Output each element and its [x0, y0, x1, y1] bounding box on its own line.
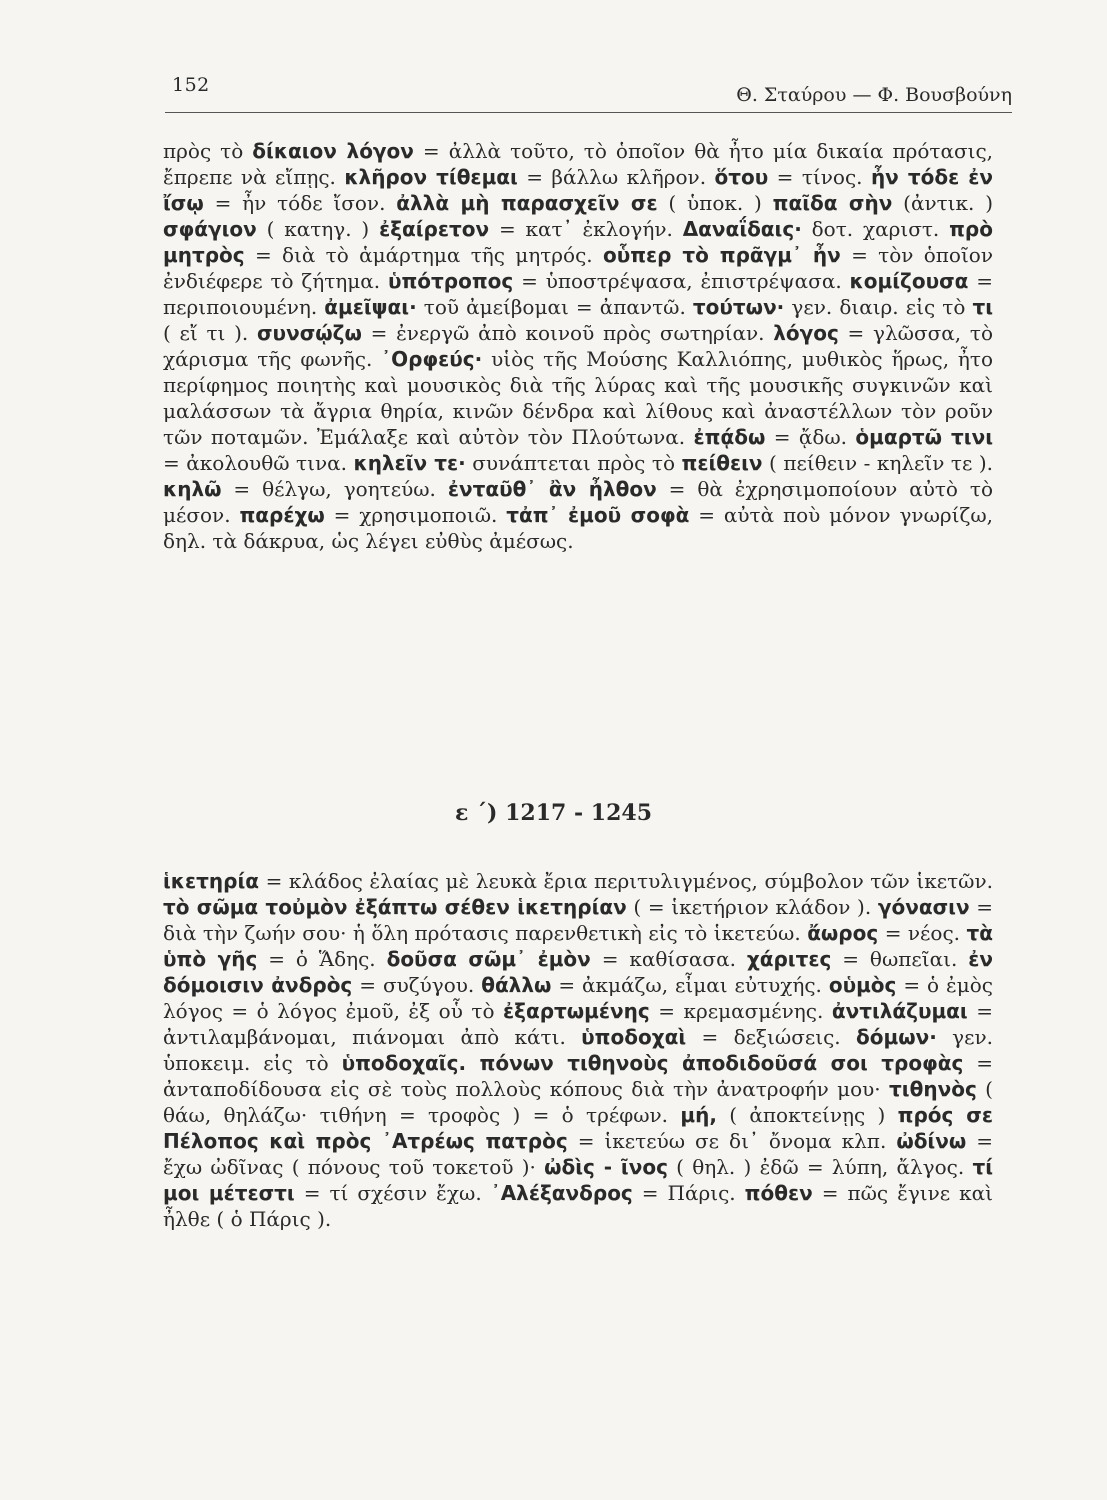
- gloss: συνάπτεται πρὸς τὸ: [465, 451, 682, 475]
- gloss: = θέλγω, γοητεύω.: [221, 477, 448, 501]
- gloss: = διὰ τὴν ζωήν σου· ἡ ὅλη πρότασις παρενθετικὴ εἰς τὸ ἱκετεύω.: [163, 895, 993, 945]
- gloss: = ὁ ἐμὸς λόγος = ὁ λόγος ἐμοῦ, ἐξ οὗ τὸ: [163, 973, 994, 1023]
- lemma: γόνασιν: [877, 895, 970, 919]
- lemma: δόμων·: [856, 1025, 937, 1049]
- lemma: ἐνταῦθ᾽ ἂν ἦλθον: [447, 477, 657, 501]
- lemma: ὁμαρτῶ τινι: [855, 425, 994, 449]
- gloss: = ἀντιλαμβάνομαι, πιάνομαι ἀπὸ κάτι.: [163, 999, 993, 1049]
- lemma: ἐξαίρετον: [379, 217, 490, 241]
- paragraph: [163, 868, 993, 1232]
- gloss: ( = ἱκετήριον κλάδον ).: [626, 895, 878, 919]
- gloss: = κλάδος ἐλαίας μὲ λευκὰ ἔρια περιτυλιγμένος, σύμβολον τῶν ἱκετῶν.: [259, 869, 993, 893]
- lemma: πρός σε Πέλοπος καὶ πρὸς ᾽Ατρέως πατρὸς: [163, 1103, 994, 1153]
- lemma: λόγος: [773, 321, 839, 345]
- gloss: = γλῶσσα, τὸ χάρισμα τῆς φωνῆς.: [163, 321, 993, 371]
- lemma: ἄωρος: [807, 921, 879, 945]
- gloss: = δεξιώσεις.: [686, 1025, 856, 1049]
- lemma: χάριτες: [746, 947, 832, 971]
- lemma: πόθεν: [744, 1181, 813, 1205]
- gloss: ( εἴ τι ).: [163, 321, 257, 345]
- lemma: ᾽Ορφεύς·: [381, 347, 483, 371]
- gloss: = ἀνταποδίδουσα εἰς σὲ τοὺς πολλοὺς κόπους διὰ τὴν ἀνατροφήν μου·: [163, 1051, 993, 1101]
- lemma: ᾽Αλέξανδρος: [490, 1181, 633, 1205]
- lemma: τιθηνὸς: [889, 1077, 977, 1101]
- lemma: ὠδίνω: [896, 1129, 967, 1153]
- gloss: = τὸν ὁποῖον ἐνδιέφερε τὸ ζήτημα.: [163, 243, 993, 293]
- page-number: 152: [172, 74, 210, 96]
- lemma: κηλῶ: [163, 477, 222, 501]
- gloss: = τίνος.: [768, 165, 871, 189]
- lemma: ἐν δόμοισιν ἀνδρὸς: [163, 947, 994, 997]
- gloss: ( θάω, θηλάζω· τιθήνη = τροφὸς ) = ὁ τρέφων.: [163, 1077, 993, 1127]
- lemma: τὰ ὑπὸ γῆς: [163, 921, 993, 971]
- gloss: = πῶς ἔγινε καὶ ἦλθε ( ὁ Πάρις ).: [163, 1181, 994, 1231]
- gloss: = ἀκμάζω, εἶμαι εὐτυχής.: [551, 973, 829, 997]
- lemma: ἐξαρτωμένης: [503, 999, 650, 1023]
- lemma: τὸ σῶμα τοὐμὸν ἐξάπτω σέθεν ἱκετηρίαν: [163, 895, 627, 919]
- gloss: = διὰ τὸ ἁμάρτημα τῆς μητρός.: [244, 243, 603, 267]
- gloss: = νέος.: [878, 921, 967, 945]
- lemma: τἀπ᾽ ἐμοῦ σοφὰ: [506, 503, 690, 527]
- lemma: ἐπᾴδω: [693, 425, 766, 449]
- lemma: δίκαιον λόγον: [252, 139, 414, 163]
- gloss: = ἱκετεύω σε δι᾽ ὄνομα κλπ.: [567, 1129, 897, 1153]
- lemma: ἱκετηρία: [163, 869, 259, 893]
- lemma: ὑποδοχαῖς. πόνων τιθηνοὺς ἀποδιδοῦσά σοι τροφὰς: [341, 1051, 964, 1075]
- lemma: κλῆρον τίθεμαι: [344, 165, 518, 189]
- gloss: = ὁ Ἅδης.: [257, 947, 387, 971]
- lemma: κομίζουσα: [849, 269, 969, 293]
- gloss: = κατ᾽ ἐκλογήν.: [489, 217, 683, 241]
- gloss: = βάλλω κλῆρον.: [517, 165, 715, 189]
- lemma: οὗπερ τὸ πρᾶγμ᾽ ἦν: [602, 243, 841, 267]
- lemma: σφάγιον: [163, 217, 257, 241]
- lemma: ἦν τόδε ἐν ἴσῳ: [163, 165, 993, 215]
- commentary-block-1: [163, 138, 993, 554]
- running-head: Θ. Σταύρου — Φ. Βουσβούνη: [736, 84, 1012, 106]
- gloss: = χρησιμοποιῶ.: [324, 503, 507, 527]
- gloss: υἱὸς τῆς Μούσης Καλλιόπης, μυθικὸς ἥρως, ἦτο περίφημος ποιητὴς καὶ μουσικὸς διὰ τῆς λύρας καὶ τῆς μουσικῆς συγκινῶν καὶ μαλάσσων τὰ ἄγρια θηρία, κινῶν δένδρα καὶ λίθους καὶ ἀναστέλλων τὸν ροῦν τῶν ποταμῶν. Ἐμάλαξε καὶ αὐτὸν τὸν Πλούτωνα.: [163, 347, 993, 449]
- gloss: = κρεμασμένης.: [649, 999, 832, 1023]
- lemma: παῖδα σὴν: [772, 191, 893, 215]
- gloss: ( ἀποκτείνῃς ): [716, 1103, 898, 1127]
- header-rule: [165, 112, 1012, 113]
- gloss: = θὰ ἐχρησιμοποίουν αὐτὸ τὸ μέσον.: [163, 477, 993, 527]
- gloss: = συζύγου.: [352, 973, 482, 997]
- lemma: τί μοι μέτεστι: [163, 1155, 994, 1205]
- lemma: παρέχω: [239, 503, 325, 527]
- gloss: ( ὑποκ. ): [657, 191, 773, 215]
- gloss: = ᾄδω.: [765, 425, 856, 449]
- gloss: = καθίσασα.: [590, 947, 747, 971]
- gloss: ( θηλ. ) ἐδῶ = λύπη, ἄλγος.: [667, 1155, 973, 1179]
- gloss: ( κατηγ. ): [256, 217, 380, 241]
- lemma: ὅτου: [714, 165, 769, 189]
- lemma: συνσῴζω: [256, 321, 362, 345]
- lemma: τούτων·: [692, 295, 785, 319]
- gloss: = ἀλλὰ τοῦτο, τὸ ὁποῖον θὰ ἦτο μία δικαία πρότασις, ἔπρεπε νὰ εἴπῃς.: [163, 139, 994, 189]
- lemma: ὑπότροπος: [387, 269, 514, 293]
- gloss: ( πείθειν - κηλεῖν τε ).: [762, 451, 994, 475]
- gloss: = Πάρις.: [632, 1181, 745, 1205]
- commentary-block-2: [163, 868, 993, 1232]
- gloss: γεν. ὑποκειμ. εἰς τὸ: [163, 1025, 994, 1075]
- lemma: μή,: [680, 1103, 717, 1127]
- gloss: γεν. διαιρ. εἰς τὸ: [784, 295, 973, 319]
- gloss: (ἀντικ. ): [892, 191, 993, 215]
- gloss: = ὑποστρέψασα, ἐπιστρέψασα.: [513, 269, 850, 293]
- gloss: τοῦ ἀμείβομαι = ἀπαντῶ.: [416, 295, 693, 319]
- lemma: ὑποδοχαὶ: [581, 1025, 687, 1049]
- lemma: πείθειν: [681, 451, 763, 475]
- lemma: οὑμὸς: [828, 973, 897, 997]
- lemma: θάλλω: [481, 973, 552, 997]
- gloss: πρὸς τὸ: [163, 139, 253, 163]
- lemma: τι: [972, 295, 994, 319]
- paragraph: [163, 138, 993, 554]
- lemma: ὠδὶς - ῖνος: [544, 1155, 668, 1179]
- gloss: = ἐνεργῶ ἀπὸ κοινοῦ πρὸς σωτηρίαν.: [361, 321, 774, 345]
- lemma: πρὸ μητρὸς: [163, 217, 993, 267]
- gloss: = ἦν τόδε ἴσον.: [203, 191, 397, 215]
- lemma: ἀλλὰ μὴ παρασχεῖν σε: [396, 191, 658, 215]
- lemma: ἀμεῖψαι·: [324, 295, 417, 319]
- gloss: = ἔχω ὠδῖνας ( πόνους τοῦ τοκετοῦ )·: [163, 1129, 993, 1179]
- lemma: δοῦσα σῶμ᾽ ἐμὸν: [386, 947, 591, 971]
- lemma: κηλεῖν τε·: [353, 451, 466, 475]
- lemma: Δαναΐδαις·: [682, 217, 802, 241]
- section-heading: ε ΄) 1217 - 1245: [454, 800, 652, 826]
- gloss: = ἀκολουθῶ τινα.: [163, 451, 354, 475]
- gloss: = τί σχέσιν ἔχω.: [294, 1181, 491, 1205]
- gloss: = θωπεῖαι.: [831, 947, 969, 971]
- lemma: ἀντιλάζυμαι: [831, 999, 968, 1023]
- gloss: = αὐτὰ ποὺ μόνον γνωρίζω, δηλ. τὰ δάκρυα, ὡς λέγει εὐθὺς ἀμέσως.: [163, 503, 993, 553]
- gloss: δοτ. χαριστ.: [801, 217, 950, 241]
- gloss: = περιποιουμένη.: [163, 269, 993, 319]
